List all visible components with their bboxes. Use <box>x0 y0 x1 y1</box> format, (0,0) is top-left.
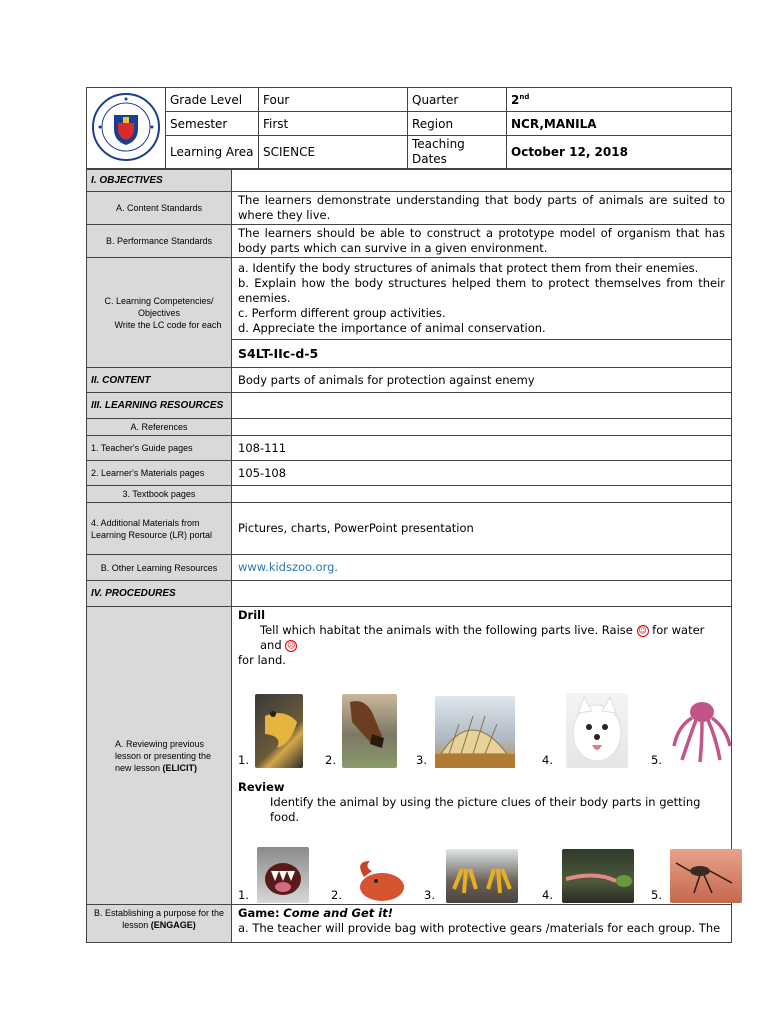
lc-code: S4LT-IIc-d-5 <box>232 340 732 368</box>
region-value: NCR,MANILA <box>507 112 732 136</box>
drill-number: 3. <box>416 753 427 767</box>
game-heading <box>238 906 725 921</box>
review-number: 2. <box>331 888 342 902</box>
sad-face-icon: ☹ <box>287 640 296 650</box>
drill-number: 5. <box>651 753 662 767</box>
grade-level-label: Grade Level <box>166 88 259 112</box>
header-table <box>86 87 732 169</box>
content-standards-label: A. Content Standards <box>87 192 232 225</box>
additional-materials-value: Pictures, charts, PowerPoint presentation <box>232 503 732 555</box>
game-text: a. The teacher will provide bag with protective gears /materials for each group. The <box>238 921 721 935</box>
drill-number: 4. <box>542 753 553 767</box>
review-instructions: Identify the animal by using the picture clues of their body parts in getting food. <box>270 795 701 824</box>
lesson-plan-table <box>86 169 732 943</box>
review-number: 3. <box>424 888 435 902</box>
game-title: Come and Get it! <box>283 906 393 920</box>
deped-seal-icon <box>92 93 160 161</box>
drill-pictures <box>238 668 725 768</box>
drill-text-2: for water and <box>260 623 705 652</box>
objectives-section-blank <box>232 170 732 192</box>
review-pictures <box>238 833 725 903</box>
competencies-label-cell <box>87 258 232 368</box>
deped-seal-cell <box>87 88 166 169</box>
content-standards-value: The learners demonstrate understanding that body parts of animals are suited to where they live. <box>232 192 732 225</box>
review-number: 1. <box>238 888 249 902</box>
references-label: A. References <box>87 419 232 436</box>
semester-label: Semester <box>166 112 259 136</box>
drill-text-3: for land. <box>238 653 286 667</box>
quarter-label: Quarter <box>408 88 507 112</box>
eagle-beak-image <box>255 694 303 768</box>
crab-claw-image <box>350 855 408 903</box>
drill-title: Drill <box>238 608 266 622</box>
review-title: Review <box>238 780 285 794</box>
elicit-label: (ELICIT) <box>162 762 198 773</box>
resources-section-blank <box>232 393 732 419</box>
region-label: Region <box>408 112 507 136</box>
game-prefix: Game: <box>238 906 280 920</box>
reviewing-content <box>232 607 732 905</box>
learners-materials-value: 105-108 <box>232 461 732 486</box>
reviewing-label-text: A. Reviewing previous lesson or presenting the new lesson <box>115 738 212 773</box>
game-content <box>232 905 732 943</box>
mosquito-image <box>670 849 742 903</box>
eagle-talons-image <box>446 849 518 903</box>
establishing-purpose-text: B. Establishing a purpose for the lesson <box>93 908 225 930</box>
fish-fin-image <box>435 696 515 768</box>
objectives-section-label: I. OBJECTIVES <box>87 170 232 192</box>
performance-standards-label: B. Performance Standards <box>87 225 232 258</box>
resources-section-label: III. LEARNING RESOURCES <box>87 393 232 419</box>
other-resources-link[interactable]: www.kidszoo.org. <box>232 555 732 581</box>
teaching-dates-label: Teaching Dates <box>408 136 507 169</box>
competency-item: c. Perform different group activities. <box>238 306 446 320</box>
references-blank <box>232 419 732 436</box>
content-value: Body parts of animals for protection against enemy <box>232 368 732 393</box>
teachers-guide-label: 1. Teacher's Guide pages <box>87 436 232 461</box>
learning-area-value: SCIENCE <box>259 136 408 169</box>
dog-image <box>566 693 628 768</box>
procedures-section-label: IV. PROCEDURES <box>87 581 232 607</box>
engage-label: (ENGAGE) <box>150 920 196 930</box>
content-section-label: II. CONTENT <box>87 368 232 393</box>
learners-materials-label: 2. Learner's Materials pages <box>87 461 232 486</box>
other-resources-label: B. Other Learning Resources <box>87 555 232 581</box>
smiley-icon: ☺ <box>638 625 647 635</box>
drill-text-1: Tell which habitat the animals with the following parts live. Raise <box>260 623 633 637</box>
additional-materials-label: 4. Additional Materials from Learning Resource (LR) portal <box>87 503 232 555</box>
review-number: 4. <box>542 888 553 902</box>
grade-level-value: Four <box>259 88 408 112</box>
procedures-section-blank <box>232 581 732 607</box>
competency-item: d. Appreciate the importance of animal conservation. <box>238 321 546 335</box>
quarter-value: 2nd <box>507 88 732 112</box>
teachers-guide-value: 108-111 <box>232 436 732 461</box>
competency-item: a. Identify the body structures of animals that protect them from their enemies. <box>238 261 699 275</box>
competency-item: b. Explain how the body structures helped them to protect themselves from their enemies. <box>238 276 725 305</box>
performance-standards-value: The learners should be able to construct a prototype model of organism that has body parts which can survive in a given environment. <box>232 225 732 258</box>
competencies-sublabel: Write the LC code for each <box>114 319 222 330</box>
textbook-label: 3. Textbook pages <box>87 486 232 503</box>
review-number: 5. <box>651 888 662 902</box>
establishing-purpose-label <box>87 905 232 943</box>
octopus-image <box>666 698 736 768</box>
drill-number: 2. <box>325 753 336 767</box>
horse-hoof-image <box>342 694 397 768</box>
drill-number: 1. <box>238 753 249 767</box>
competencies-list <box>232 258 732 340</box>
competencies-label: C. Learning Competencies/ Objectives <box>104 295 214 318</box>
drill-instructions <box>238 623 725 653</box>
reviewing-label <box>87 607 232 905</box>
frog-tongue-image <box>562 849 634 903</box>
cat-teeth-image <box>257 847 309 903</box>
teaching-dates-value: October 12, 2018 <box>507 136 732 169</box>
textbook-blank <box>232 486 732 503</box>
learning-area-label: Learning Area <box>166 136 259 169</box>
semester-value: First <box>259 112 408 136</box>
